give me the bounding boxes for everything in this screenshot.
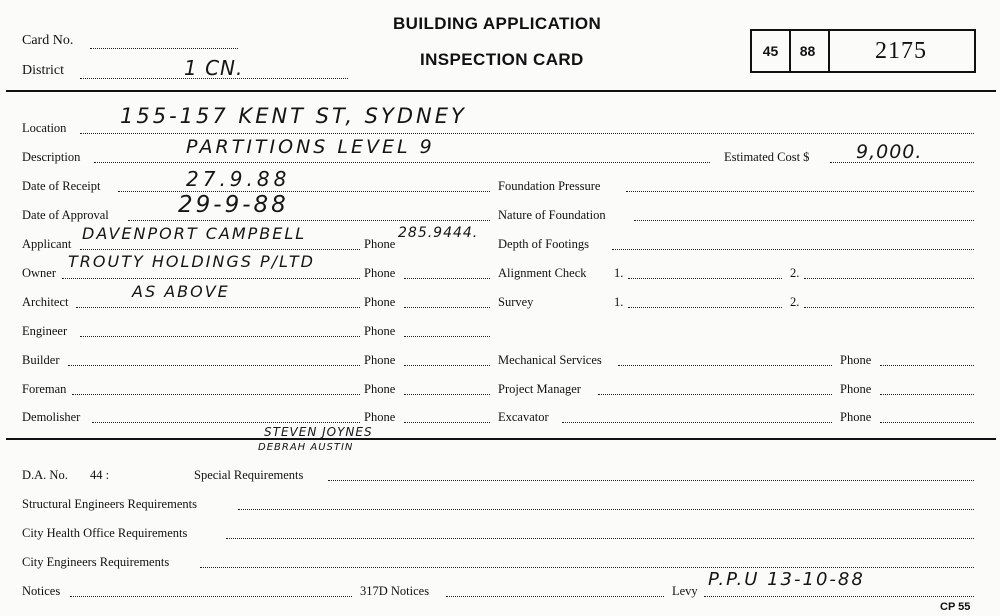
code-box-1: 45 [750, 29, 791, 73]
builder-line [68, 365, 360, 366]
structural-label: Structural Engineers Requirements [22, 497, 197, 511]
foundation-pressure-label: Foundation Pressure [498, 179, 601, 193]
foreman-phone-label: Phone [364, 382, 396, 396]
engineer-phone-line [404, 336, 490, 337]
depth-footings-line [612, 249, 974, 250]
special-requirements-line [328, 480, 974, 481]
district-label: District [22, 63, 64, 78]
foreman-phone-line [404, 394, 490, 395]
date-approval-label: Date of Approval [22, 208, 109, 222]
architect-value: AS ABOVE [132, 282, 230, 301]
project-manager-phone-label: Phone [840, 382, 872, 396]
card-number: 2175 [828, 29, 976, 73]
survey-label: Survey [498, 295, 534, 309]
excavator-line [562, 422, 832, 423]
da-no-value: 44 : [90, 468, 110, 482]
alignment-num1: 1. [614, 266, 624, 280]
page-title-line2: INSPECTION CARD [420, 50, 584, 69]
levy-label: Levy [672, 584, 698, 598]
special-requirements-label: Special Requirements [194, 468, 304, 482]
survey-line1 [628, 307, 782, 308]
page-title-line1: BUILDING APPLICATION [393, 14, 602, 33]
notices-317d-label: 317D Notices [360, 584, 430, 598]
excavator-label: Excavator [498, 410, 549, 424]
estimated-cost-value: 9,000. [856, 141, 923, 163]
architect-label: Architect [22, 295, 69, 309]
mechanical-label: Mechanical Services [498, 353, 602, 367]
card-no-label: Card No. [22, 33, 74, 48]
district-value: 1 CN. [184, 56, 244, 80]
survey-line2 [804, 307, 974, 308]
demolisher-label: Demolisher [22, 410, 81, 424]
builder-label: Builder [22, 353, 60, 367]
applicant-phone-value: 285.9444. [398, 225, 479, 241]
date-receipt-value: 27.9.88 [186, 167, 291, 191]
date-receipt-line [118, 191, 490, 192]
description-line [94, 162, 710, 163]
owner-phone-line [404, 278, 490, 279]
nature-foundation-line [634, 220, 974, 221]
handwritten-name-1: STEVEN JOYNES [264, 425, 373, 439]
alignment-line2 [804, 278, 974, 279]
engineer-line [80, 336, 360, 337]
description-value: PARTITIONS LEVEL 9 [186, 136, 435, 158]
city-health-label: City Health Office Requirements [22, 526, 188, 540]
project-manager-line [598, 394, 832, 395]
date-approval-value: 29-9-88 [178, 192, 289, 218]
engineer-phone-label: Phone [364, 324, 396, 338]
date-receipt-label: Date of Receipt [22, 179, 101, 193]
applicant-phone-label: Phone [364, 237, 396, 251]
location-label: Location [22, 121, 67, 135]
location-line [80, 133, 974, 134]
architect-line [76, 307, 360, 308]
city-engineers-label: City Engineers Requirements [22, 555, 170, 569]
owner-value: TROUTY HOLDINGS P/LTD [68, 252, 315, 271]
engineer-label: Engineer [22, 324, 68, 338]
date-approval-line [128, 220, 490, 221]
mechanical-phone-label: Phone [840, 353, 872, 367]
project-manager-label: Project Manager [498, 382, 581, 396]
alignment-line1 [628, 278, 782, 279]
notices-line [70, 596, 352, 597]
survey-num1: 1. [614, 295, 624, 309]
description-label: Description [22, 150, 81, 164]
estimated-cost-label: Estimated Cost $ [724, 150, 810, 164]
architect-phone-line [404, 307, 490, 308]
architect-phone-label: Phone [364, 295, 396, 309]
project-manager-phone-line [880, 394, 974, 395]
code-box-2: 88 [787, 29, 830, 73]
levy-line [704, 596, 974, 597]
form-code: CP 55 [940, 601, 971, 613]
excavator-phone-line [880, 422, 974, 423]
builder-phone-label: Phone [364, 353, 396, 367]
nature-foundation-label: Nature of Foundation [498, 208, 606, 222]
mechanical-line [618, 365, 832, 366]
alignment-check-label: Alignment Check [498, 266, 587, 280]
notices-label: Notices [22, 584, 61, 598]
city-health-line [226, 538, 974, 539]
alignment-num2: 2. [790, 266, 800, 280]
middle-rule [6, 438, 996, 440]
handwritten-name-2: DEBRAH AUSTIN [258, 442, 354, 453]
owner-line [62, 278, 360, 279]
header-rule [6, 90, 996, 92]
owner-phone-label: Phone [364, 266, 396, 280]
demolisher-phone-label: Phone [364, 410, 396, 424]
survey-num2: 2. [790, 295, 800, 309]
levy-value: P.P.U 13-10-88 [708, 569, 865, 590]
foreman-line [72, 394, 360, 395]
demolisher-phone-line [404, 422, 490, 423]
notices-317d-line [446, 596, 664, 597]
demolisher-line [92, 422, 360, 423]
foreman-label: Foreman [22, 382, 67, 396]
owner-label: Owner [22, 266, 57, 280]
applicant-line [80, 249, 360, 250]
card-no-line [90, 48, 238, 49]
foundation-pressure-line [626, 191, 974, 192]
city-engineers-line [200, 567, 974, 568]
applicant-value: DAVENPORT CAMPBELL [82, 224, 307, 243]
applicant-label: Applicant [22, 237, 72, 251]
da-no-label: D.A. No. [22, 468, 68, 482]
structural-line [238, 509, 974, 510]
depth-footings-label: Depth of Footings [498, 237, 589, 251]
location-value: 155-157 KENT ST, SYDNEY [120, 104, 467, 128]
builder-phone-line [404, 365, 490, 366]
excavator-phone-label: Phone [840, 410, 872, 424]
mechanical-phone-line [880, 365, 974, 366]
